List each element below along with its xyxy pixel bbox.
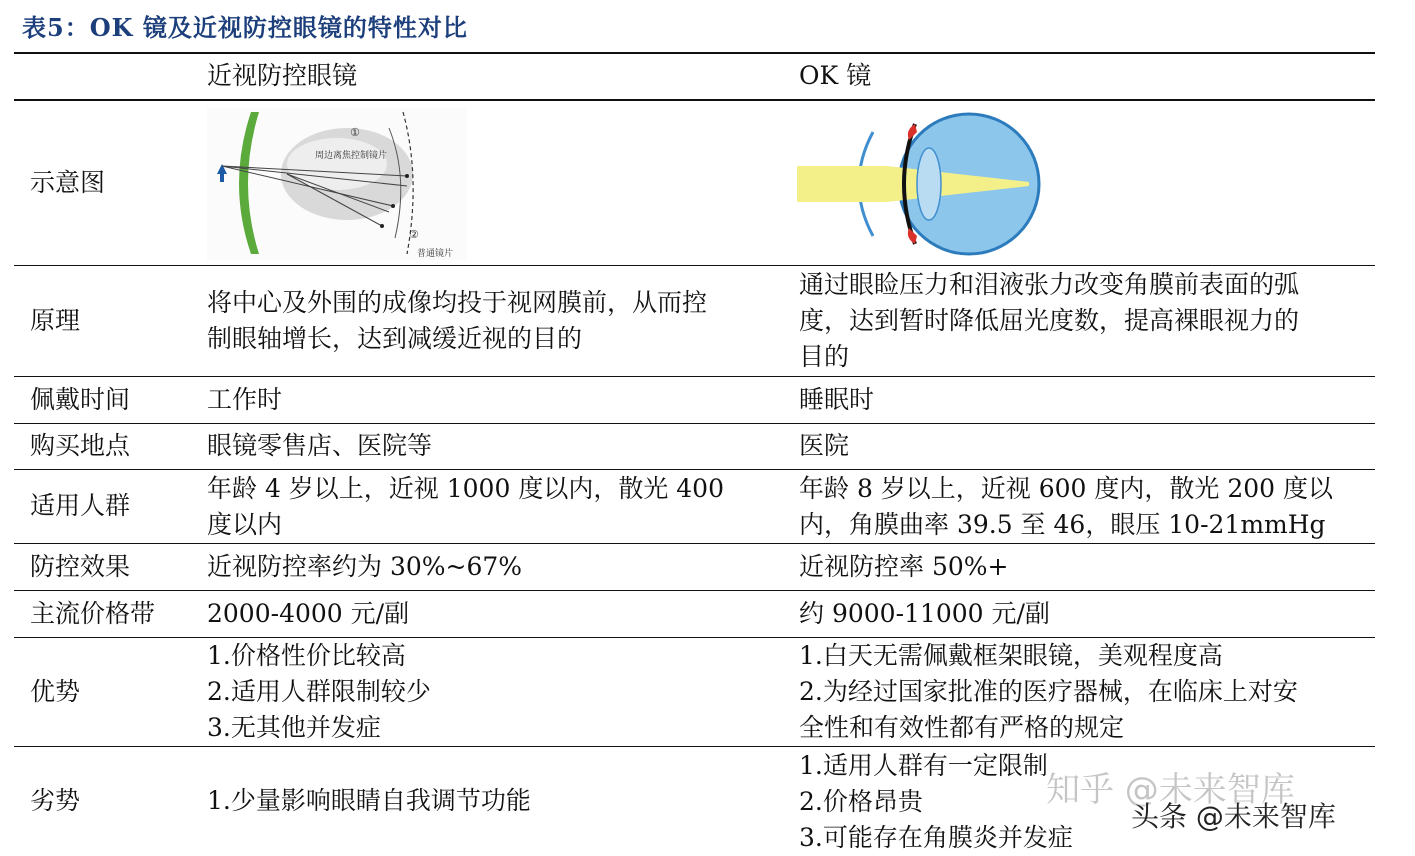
- row-label-effect: 防控效果: [30, 552, 131, 581]
- text-line: 内，角膜曲率 39.5 至 46，眼压 10-21mmHg: [799, 510, 1326, 539]
- diagram-label-defocus-lens: 周边离焦控制镜片: [315, 151, 388, 161]
- watermark-toutiao: 头条 @未来智库: [1131, 800, 1336, 833]
- watermark-zhihu: 知乎 @未来智库: [1046, 770, 1295, 810]
- row-divider: [14, 469, 1375, 470]
- row-label-advantages: 优势: [30, 677, 81, 706]
- text-line: 2.价格昂贵: [799, 787, 923, 816]
- text-line: 将中心及外围的成像均投于视网膜前，从而控: [207, 288, 708, 317]
- text-line: 度，达到暂时降低屈光度数，提高裸眼视力的: [799, 306, 1300, 335]
- disadvantages-myopia-glasses: [207, 783, 782, 819]
- text-line: 1.白天无需佩戴框架眼镜，美观程度高: [799, 641, 1223, 670]
- row-label-principle: 原理: [30, 306, 81, 335]
- text-line: 3.无其他并发症: [207, 713, 381, 742]
- row-label-population: 适用人群: [30, 491, 131, 520]
- text-line: 通过眼睑压力和泪液张力改变角膜前表面的弧: [799, 270, 1300, 299]
- row-divider: [14, 376, 1375, 377]
- purchase-myopia-glasses: 眼镜零售店、医院等: [207, 431, 433, 460]
- table-title: 表5：OK 镜及近视防控眼镜的特性对比: [22, 13, 468, 42]
- row-label-disadvantages: 劣势: [30, 786, 81, 815]
- text-line: 3.可能存在角膜炎并发症: [799, 823, 1073, 852]
- row-label-diagram: 示意图: [30, 168, 106, 197]
- ok-lens-eye-diagram: [797, 110, 1042, 258]
- price-ok-lens: 约 9000-11000 元/副: [799, 599, 1050, 628]
- effect-myopia-glasses: 近视防控率约为 30%~67%: [207, 552, 523, 581]
- principle-ok-lens: [799, 267, 1364, 375]
- row-label-price: 主流价格带: [30, 599, 156, 628]
- text-line: 制眼轴增长，达到减缓近视的目的: [207, 324, 583, 353]
- diagram-label-normal-lens: 普通镜片: [417, 249, 454, 259]
- population-myopia-glasses: [207, 471, 782, 543]
- advantages-myopia-glasses: [207, 638, 782, 746]
- text-line: 年龄 8 岁以上，近视 600 度内，散光 200 度以: [799, 474, 1334, 503]
- wear-time-myopia-glasses: 工作时: [207, 385, 283, 414]
- row-divider: [14, 423, 1375, 424]
- text-line: 1.适用人群有一定限制: [799, 751, 1048, 780]
- defocus-lens-diagram: [207, 108, 467, 260]
- price-myopia-glasses: 2000-4000 元/副: [207, 599, 410, 628]
- text-line: 1.价格性价比较高: [207, 641, 406, 670]
- text-line: 全性和有效性都有严格的规定: [799, 713, 1125, 742]
- header-col-ok-lens: OK 镜: [799, 61, 872, 90]
- wear-time-ok-lens: 睡眠时: [799, 385, 875, 414]
- text-line: 1.少量影响眼睛自我调节功能: [207, 786, 531, 815]
- principle-myopia-glasses: [207, 285, 782, 357]
- row-divider: [14, 590, 1375, 591]
- text-line: 度以内: [207, 510, 283, 539]
- population-ok-lens: [799, 471, 1364, 543]
- row-divider: [14, 746, 1375, 747]
- text-line: 年龄 4 岁以上，近视 1000 度以内，散光 400: [207, 474, 724, 503]
- row-label-purchase: 购买地点: [30, 431, 131, 460]
- row-divider: [14, 543, 1375, 544]
- text-line: 2.适用人群限制较少: [207, 677, 431, 706]
- diagram-mark-2: ②: [409, 228, 419, 241]
- text-line: 目的: [799, 342, 850, 371]
- row-label-wear-time: 佩戴时间: [30, 385, 131, 414]
- top-rule: [14, 52, 1375, 54]
- advantages-ok-lens: [799, 638, 1364, 746]
- header-rule: [14, 99, 1375, 101]
- row-divider: [14, 265, 1375, 266]
- text-line: 2.为经过国家批准的医疗器械，在临床上对安: [799, 677, 1298, 706]
- header-col-myopia-glasses: 近视防控眼镜: [207, 61, 358, 90]
- effect-ok-lens: 近视防控率 50%+: [799, 552, 1009, 581]
- diagram-mark-1: ①: [350, 126, 360, 139]
- purchase-ok-lens: 医院: [799, 431, 850, 460]
